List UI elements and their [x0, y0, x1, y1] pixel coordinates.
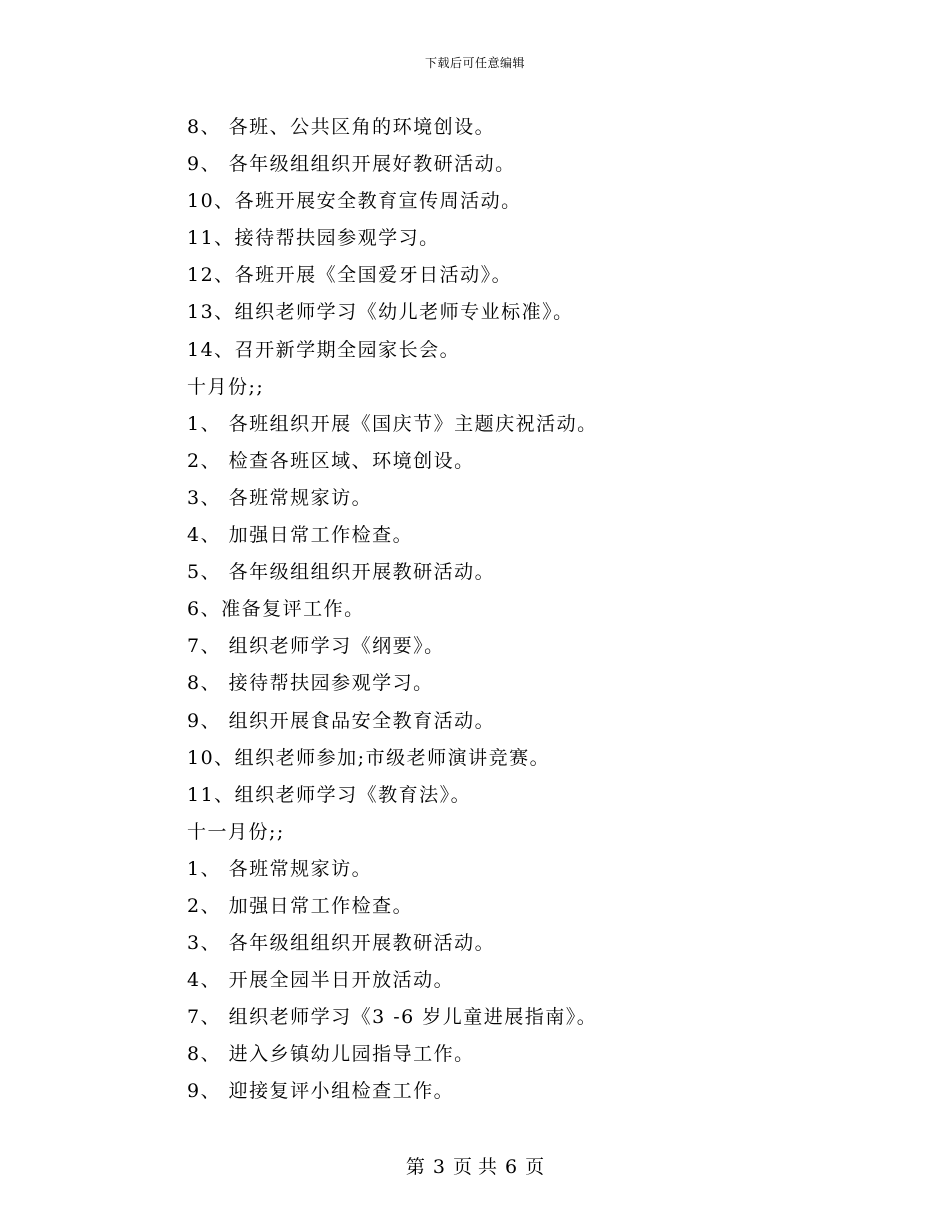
list-item: 7、 组织老师学习《纲要》。: [187, 635, 445, 658]
list-item: 11、接待帮扶园参观学习。: [187, 227, 440, 250]
list-item: 3、 各年级组组织开展教研活动。: [187, 932, 496, 955]
list-item: 8、 各班、公共区角的环境创设。: [187, 116, 496, 138]
list-item: 10、组织老师参加;市级老师演讲竞赛。: [187, 746, 551, 769]
list-item: 1、 各班常规家访。: [187, 857, 373, 880]
list-item: 3、 各班常规家访。: [187, 486, 373, 509]
page-number-footer: [0, 1152, 950, 1179]
footer-prefix: 第: [405, 1156, 425, 1178]
list-item: 4、 加强日常工作检查。: [187, 524, 414, 547]
section-heading-october: 十月份;;: [187, 375, 265, 398]
list-item: 9、 各年级组组织开展好教研活动。: [187, 153, 516, 176]
header-note: 下载后可任意编辑: [424, 56, 525, 70]
list-item: 9、 迎接复评小组检查工作。: [187, 1080, 455, 1103]
total-pages-number: 6: [505, 1156, 518, 1178]
list-item: 12、各班开展《全国爱牙日活动》。: [187, 264, 513, 287]
list-item: 7、 组织老师学习《3 -6 岁儿童进展指南》。: [187, 1006, 598, 1029]
list-item: 1、 各班组织开展《国庆节》主题庆祝活动。: [187, 412, 598, 435]
section-heading-november: 十一月份;;: [187, 820, 285, 843]
list-item: 8、 进入乡镇幼儿园指导工作。: [187, 1043, 475, 1066]
document-body: [187, 109, 887, 1111]
list-item: 14、召开新学期全园家长会。: [187, 338, 461, 361]
list-item: 2、 加强日常工作检查。: [187, 894, 414, 917]
list-item: 9、 组织开展食品安全教育活动。: [187, 709, 496, 732]
list-item: 10、各班开展安全教育宣传周活动。: [187, 190, 522, 213]
footer-middle: 页 共: [452, 1156, 498, 1178]
list-item: 13、组织老师学习《幼儿老师专业标准》。: [187, 301, 574, 324]
list-item: 6、准备复评工作。: [187, 598, 365, 621]
list-item: 4、 开展全园半日开放活动。: [187, 969, 455, 992]
current-page-number: 3: [432, 1156, 445, 1178]
list-item: 11、组织老师学习《教育法》。: [187, 783, 472, 806]
list-item: 2、 检查各班区域、环境创设。: [187, 449, 475, 472]
list-item: 5、 各年级组组织开展教研活动。: [187, 561, 496, 584]
footer-suffix: 页: [525, 1156, 545, 1178]
list-item: 8、 接待帮扶园参观学习。: [187, 672, 434, 695]
